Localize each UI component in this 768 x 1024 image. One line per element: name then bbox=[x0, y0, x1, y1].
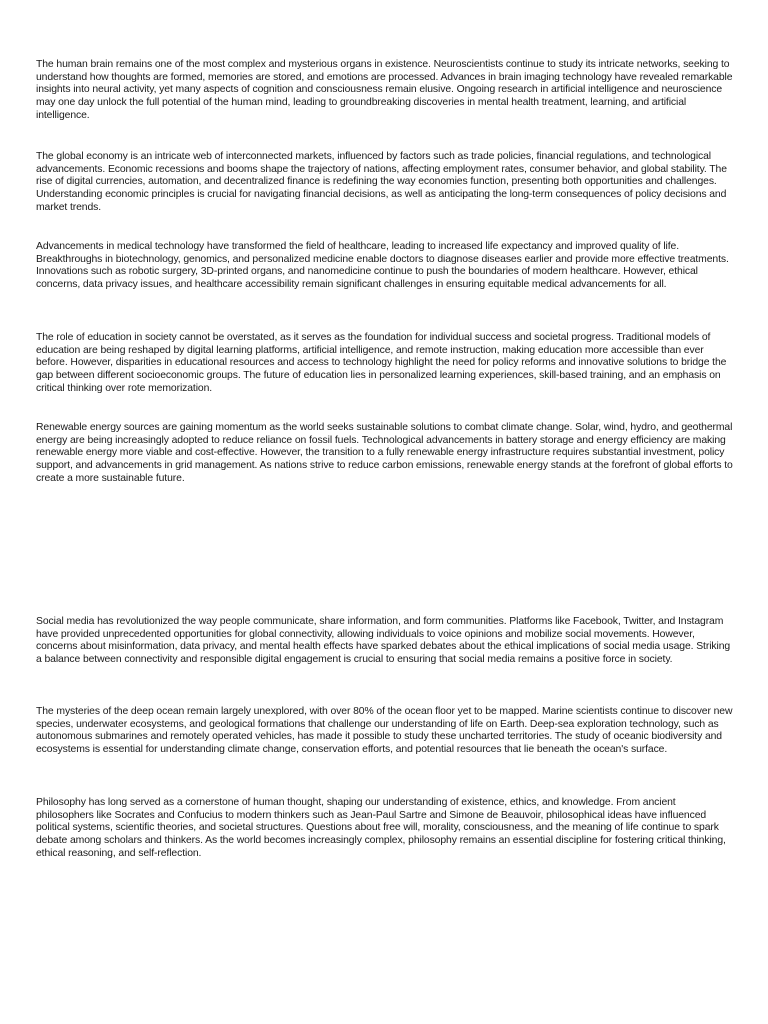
paragraph-social-media: Social media has revolutionized the way people communicate, share information, and form communities. Platforms like Facebook, Twitter, and Instagram have provided unprecedented opportunities for global connectivity, allowing individuals to voice opinions and mobilize social movements. However, concerns about misinformation, data privacy, and mental health effects have sparked debates about the ethical implications of social media usage. Striking a balance between connectivity and responsible digital engagement is crucial to ensuring that social media remains a positive force in society. bbox=[36, 616, 731, 666]
paragraph-human-brain: The human brain remains one of the most complex and mysterious organs in existence. Neuroscientists continue to study its intricate networks, seeking to understand how thoughts are formed, memories are stored, and emotions are processed. Advances in brain imaging technology have revealed remarkable insights into neural activity, yet many aspects of cognition and consciousness remain elusive. Ongoing research in artificial intelligence and neuroscience may one day unlock the full potential of the human mind, leading to groundbreaking discoveries in mental health treatment, learning, and artificial intelligence. bbox=[36, 59, 733, 121]
paragraph-global-economy: The global economy is an intricate web of interconnected markets, influenced by factors such as trade policies, financial regulations, and technological advancements. Economic recessions and booms shape the trajectory of nations, affecting employment rates, consumer behavior, and global stability. The rise of digital currencies, automation, and decentralized finance is redefining the way economies function, presenting both opportunities and challenges. Understanding economic principles is crucial for navigating financial decisions, as well as anticipating the long-term consequences of policy decisions and market trends. bbox=[36, 151, 727, 213]
paragraph-education: The role of education in society cannot be overstated, as it serves as the foundation for individual success and societal progress. Traditional models of education are being reshaped by digital learning platforms, artificial intelligence, and remote instruction, making education more accessible than ever before. However, disparities in educational resources and access to technology highlight the need for policy reforms and innovative solutions to bridge the gap between different socioeconomic groups. The future of education lies in personalized learning experiences, skill-based training, and an emphasis on critical thinking over rote memorization. bbox=[36, 332, 727, 394]
paragraph-deep-ocean: The mysteries of the deep ocean remain largely unexplored, with over 80% of the ocean floor yet to be mapped. Marine scientists continue to discover new species, underwater ecosystems, and geological formations that challenge our understanding of life on Earth. Deep-sea exploration technology, such as autonomous submarines and remotely operated vehicles, has made it possible to study these uncharted territories. The study of oceanic biodiversity and ecosystems is essential for understanding climate change, conservation efforts, and potential resources that lie beneath the ocean's surface. bbox=[36, 706, 733, 756]
paragraph-medical-technology: Advancements in medical technology have transformed the field of healthcare, leading to increased life expectancy and improved quality of life. Breakthroughs in biotechnology, genomics, and personalized medicine enable doctors to diagnose diseases earlier and provide more effective treatments. Innovations such as robotic surgery, 3D-printed organs, and nanomedicine continue to push the boundaries of modern healthcare. However, ethical concerns, data privacy issues, and healthcare accessibility remain significant challenges in ensuring equitable medical advancements for all. bbox=[36, 241, 729, 291]
paragraph-renewable-energy: Renewable energy sources are gaining momentum as the world seeks sustainable solutions to combat climate change. Solar, wind, hydro, and geothermal energy are being increasingly adopted to reduce reliance on fossil fuels. Technological advancements in battery storage and energy efficiency are making renewable energy more viable and cost-effective. However, the transition to a fully renewable energy infrastructure requires substantial investment, policy support, and advancements in grid management. As nations strive to reduce carbon emissions, renewable energy stands at the forefront of global efforts to create a more sustainable future. bbox=[36, 422, 733, 484]
paragraph-philosophy: Philosophy has long served as a cornerstone of human thought, shaping our understanding of existence, ethics, and knowledge. From ancient philosophers like Socrates and Confucius to modern thinkers such as Jean-Paul Sartre and Simone de Beauvoir, philosophical ideas have influenced political systems, scientific theories, and societal structures. Questions about free will, morality, consciousness, and the meaning of life continue to spark debate among scholars and thinkers. As the world becomes increasingly complex, philosophy remains an essential discipline for fostering critical thinking, ethical reasoning, and self-reflection. bbox=[36, 797, 726, 859]
